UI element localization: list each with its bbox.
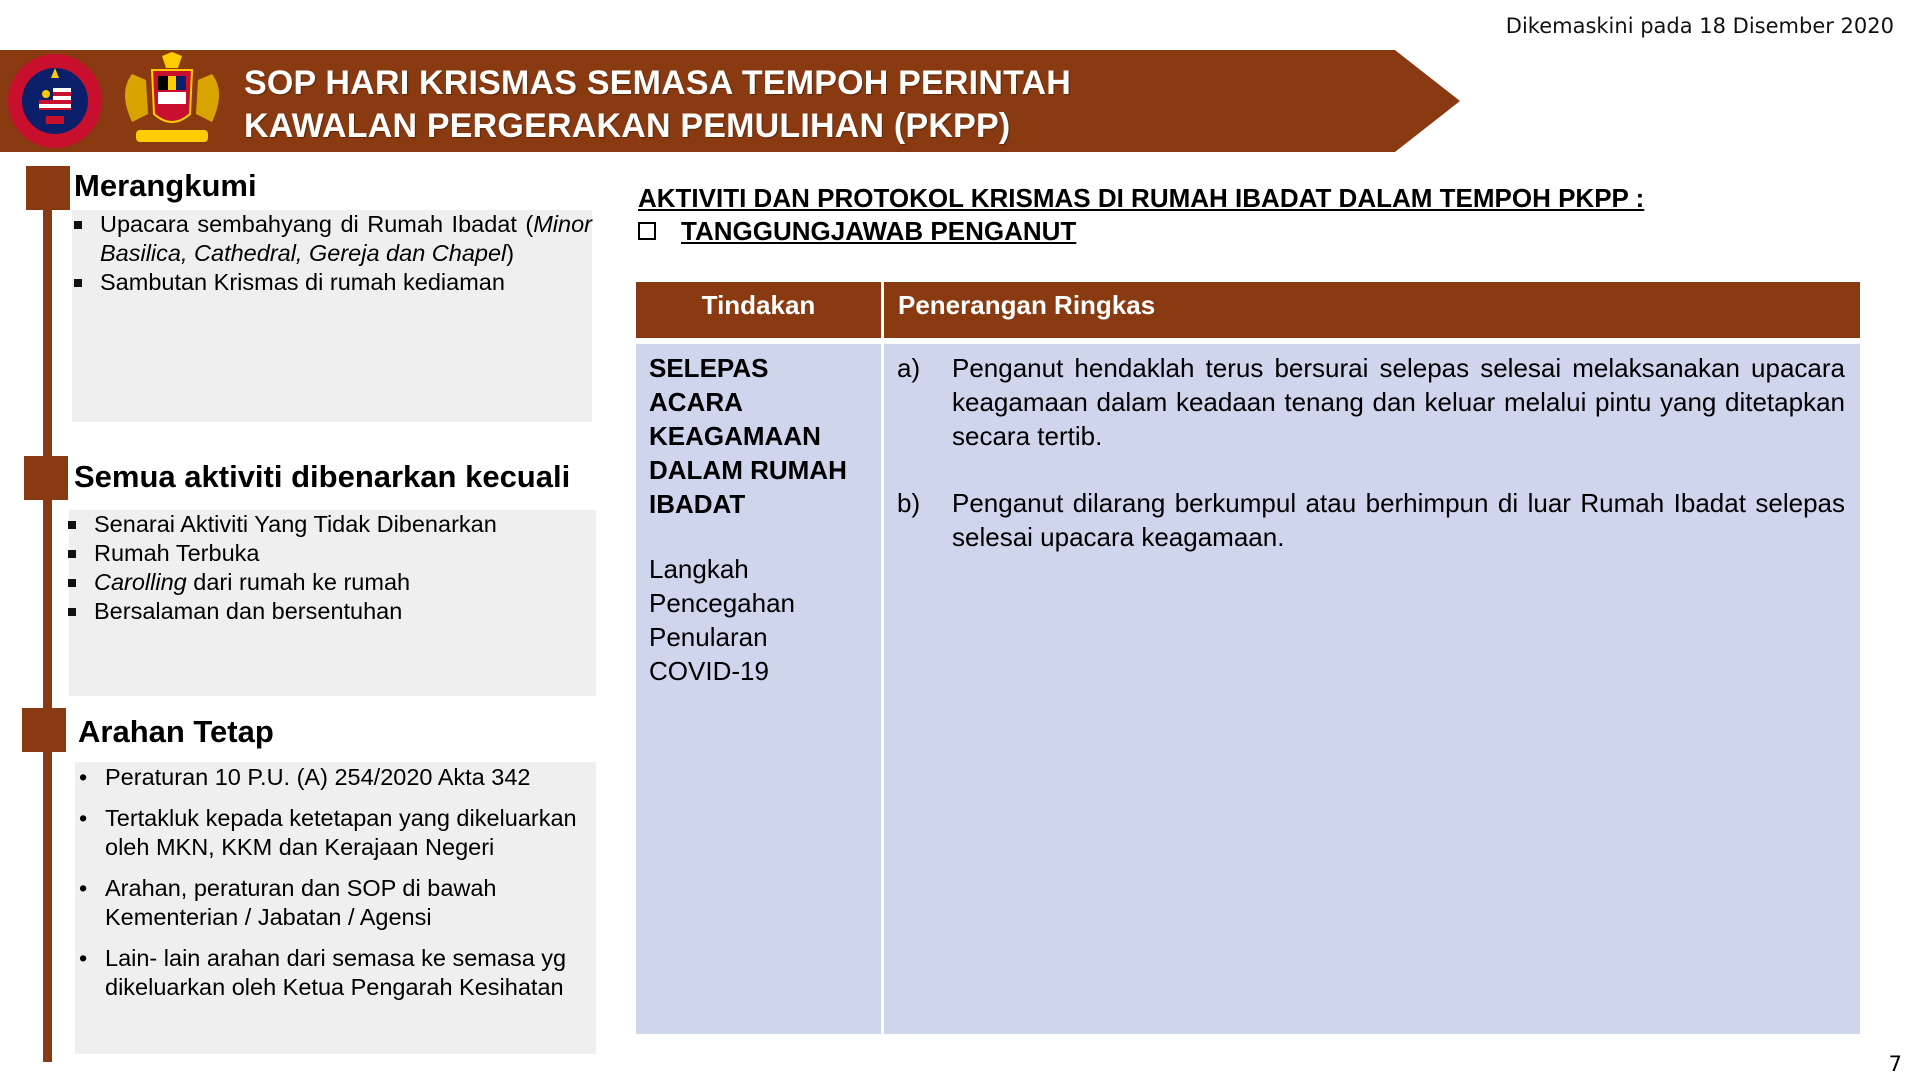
tindakan-title: SELEPAS ACARA KEAGAMAAN DALAM RUMAH IBADAT [649, 353, 847, 519]
penerangan-item [897, 351, 1845, 453]
responsibility-heading: TANGGUNGJAWAB PENGANUT [638, 216, 1076, 247]
title-line-1: SOP HARI KRISMAS SEMASA TEMPOH PERINTAH [244, 64, 1072, 102]
section-marker [22, 708, 66, 752]
column-header-penerangan: Penerangan Ringkas [898, 290, 1156, 320]
list-item: Rumah Terbuka [66, 539, 596, 568]
column-header-tindakan: Tindakan [701, 290, 816, 320]
section-marker [24, 456, 68, 500]
merangkumi-panel [72, 210, 592, 422]
timeline-bar [43, 182, 52, 1062]
section-title-merangkumi: Merangkumi [74, 168, 257, 203]
list-item: Senarai Aktiviti Yang Tidak Dibenarkan [66, 510, 596, 539]
penerangan-item [897, 486, 1845, 554]
section-marker [26, 166, 70, 210]
item-text: Penganut hendaklah terus bersurai selepas selesai melaksanakan upacara keagamaan dalam keadaan tenang dan keluar melalui pintu yang ditetapkan secara tertib. [952, 353, 1845, 451]
item-label: a) [897, 353, 921, 383]
item-text: Penganut dilarang berkumpul atau berhimpun di luar Rumah Ibadat selepas selesai upacara keagamaan. [952, 488, 1845, 552]
list-item: Carolling dari rumah ke rumah [66, 568, 596, 597]
column-divider [881, 282, 884, 1034]
list-item: Sambutan Krismas di rumah kediaman [72, 268, 592, 297]
coat-of-arms-logo [108, 52, 236, 150]
section-title-kecuali: Semua aktiviti dibenarkan kecuali [74, 459, 571, 494]
activity-heading: AKTIVITI DAN PROTOKOL KRISMAS DI RUMAH IBADAT DALAM TEMPOH PKPP : [638, 183, 1645, 213]
list-item: • Peraturan 10 P.U. (A) 254/2020 Akta 342 [75, 763, 596, 792]
arahan-panel [75, 762, 596, 1054]
kecuali-panel [69, 510, 596, 696]
list-item: • Tertakluk kepada ketetapan yang dikeluarkan oleh MKN, KKM dan Kerajaan Negeri [75, 804, 596, 862]
list-item: • Arahan, peraturan dan SOP di bawah Kementerian / Jabatan / Agensi [75, 874, 596, 932]
list-item: Upacara sembahyang di Rumah Ibadat (Minor Basilica, Cathedral, Gereja dan Chapel) [72, 210, 592, 268]
nsc-logo [6, 52, 104, 150]
checkbox-icon [638, 222, 656, 240]
updated-date: Dikemaskini pada 18 Disember 2020 [1505, 14, 1894, 38]
list-item: Bersalaman dan bersentuhan [66, 597, 596, 626]
title-line-2: KAWALAN PERGERAKAN PEMULIHAN (PKPP) [244, 107, 1011, 145]
list-item: • Lain- lain arahan dari semasa ke semasa yg dikeluarkan oleh Ketua Pengarah Kesihatan [75, 944, 596, 1002]
section-title-arahan: Arahan Tetap [78, 714, 274, 749]
page-number: 7 [1888, 1052, 1902, 1076]
tindakan-subtitle: Langkah Pencegahan Penularan COVID-19 [649, 554, 796, 686]
item-label: b) [897, 488, 921, 518]
